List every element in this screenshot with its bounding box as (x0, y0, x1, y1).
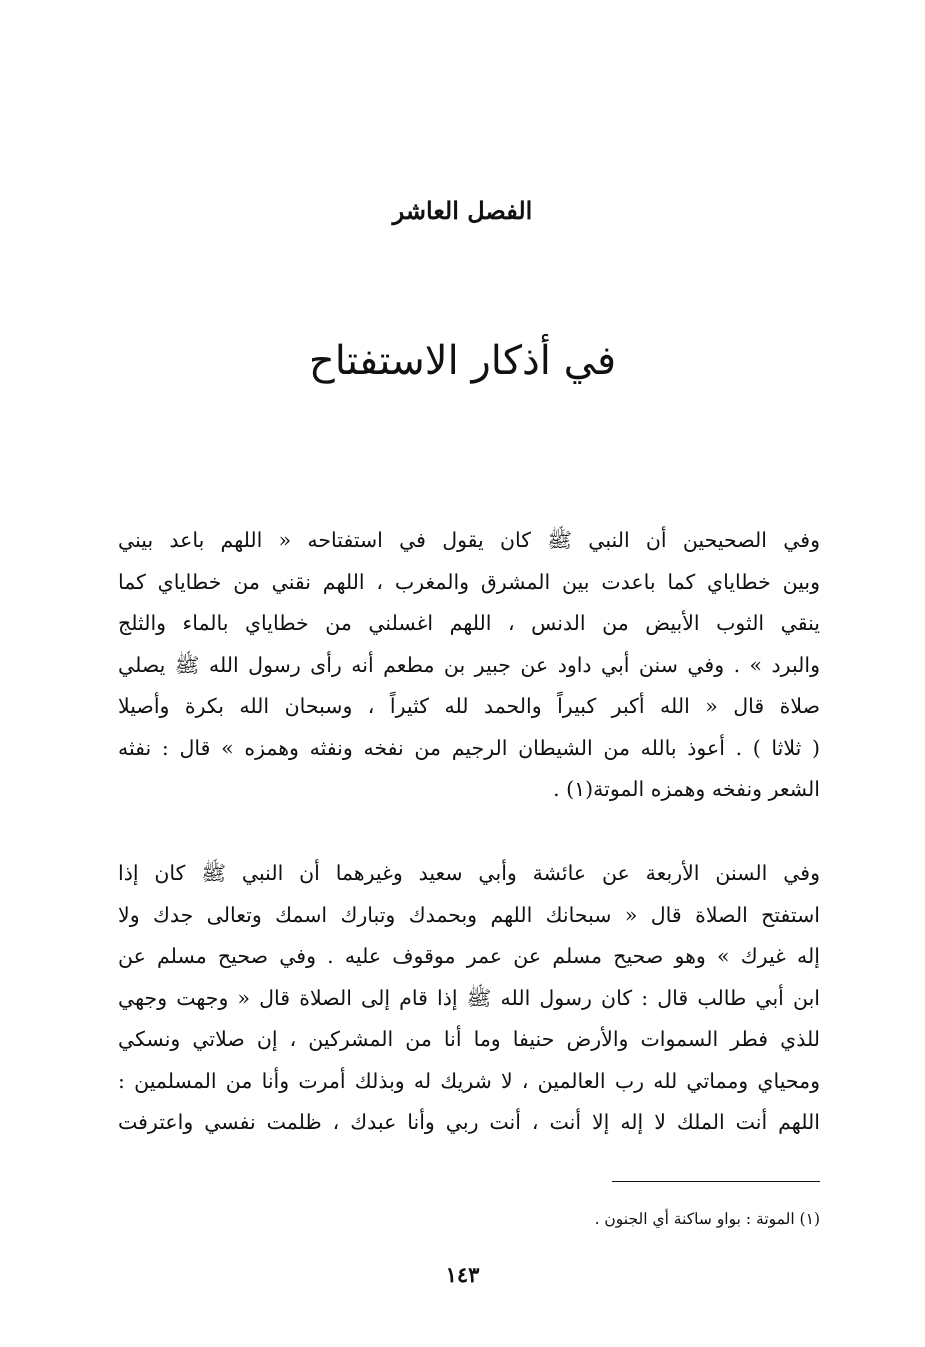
page-number: ١٤٣ (445, 1262, 480, 1287)
footnote-divider (612, 1181, 820, 1182)
paragraph-line: صلاة قال « الله أكبر كبيراً والحمد لله كثيراً ، وسبحان الله بكرة وأصيلا (118, 694, 820, 718)
paragraph-line: ( ثلاثا ) . أعوذ بالله من الشيطان الرجيم من نفخه ونفثه وهمزه » قال : نفثه (118, 735, 820, 760)
paragraph-line: ينقي الثوب الأبيض من الدنس ، اللهم اغسلني من خطاياي بالماء والثلج (118, 611, 820, 635)
paragraph-1 (118, 520, 820, 811)
paragraph-line: الشعر ونفخه وهمزه الموتة(١) . (553, 777, 820, 801)
paragraph-line: إله غيرك » وهو صحيح مسلم عن عمر موقوف عليه . وفي صحيح مسلم عن (118, 944, 820, 968)
chapter-label: الفصل العاشر (392, 196, 533, 225)
paragraph-2 (118, 853, 820, 1144)
paragraph-line: والبرد » . وفي سنن أبي داود عن جبير بن مطعم أنه رأى رسول الله ﷺ يصلي (118, 652, 820, 677)
paragraph-line: ابن أبي طالب قال : كان رسول الله ﷺ إذا قام إلى الصلاة قال « وجهت وجهي (118, 985, 820, 1010)
paragraph-line: وفي الصحيحين أن النبي ﷺ كان يقول في استفتاحه « اللهم باعد بيني (118, 528, 820, 552)
paragraph-line: اللهم أنت الملك لا إله إلا أنت ، أنت ربي وأنا عبدك ، ظلمت نفسي واعترفت (118, 1110, 820, 1134)
chapter-title: في أذكار الاستفتاح (308, 338, 617, 384)
paragraph-line: للذي فطر السموات والأرض حنيفا وما أنا من المشركين ، إن صلاتي ونسكي (118, 1027, 820, 1051)
paragraph-line: ومحياي ومماتي لله رب العالمين ، لا شريك له وبذلك أمرت وأنا من المسلمين : (118, 1068, 820, 1093)
paragraph-line: وفي السنن الأربعة عن عائشة وأبي سعيد وغيرهما أن النبي ﷺ كان إذا (118, 861, 820, 885)
paragraph-line: وبين خطاياي كما باعدت بين المشرق والمغرب ، اللهم نقني من خطاياي كما (118, 569, 820, 594)
footnote: (١) الموتة : بواو ساكنة أي الجنون . (594, 1210, 820, 1228)
paragraph-line: استفتح الصلاة قال « سبحانك اللهم وبحمدك وتبارك اسمك وتعالى جدك ولا (118, 902, 820, 927)
